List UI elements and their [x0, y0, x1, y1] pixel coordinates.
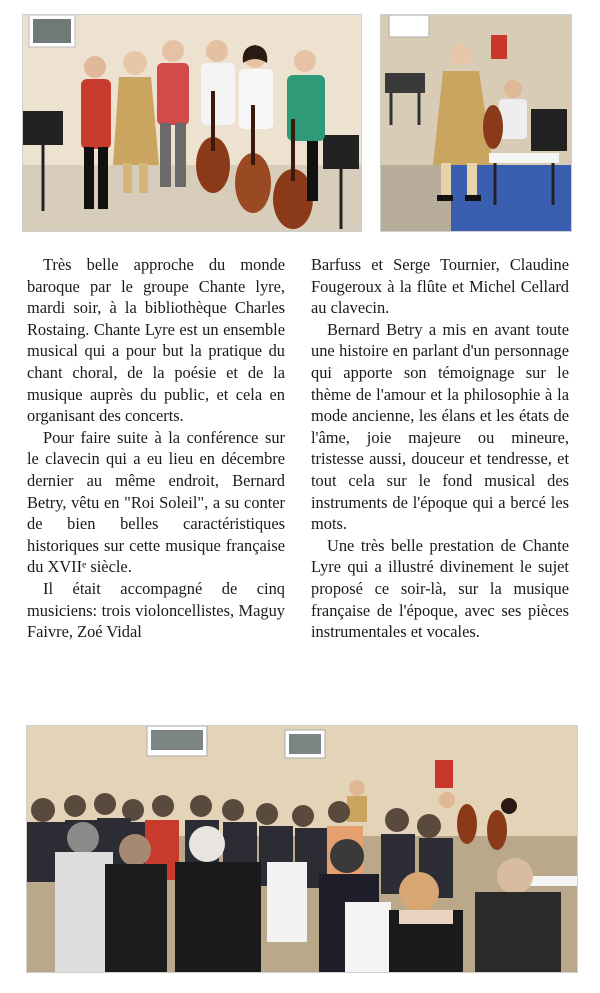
- photo-costume-performer: [380, 14, 572, 232]
- article-paragraph: Pour faire suite à la conférence sur le clavecin qui a eu lieu en décembre dernier au même endroit, Bernard Betry, vêtu en "Roi Soleil", a su conter de bien belles caractéristiques historiques sur cette musique française du XVIIᵉ siècle.: [27, 427, 285, 577]
- costume-photo-illustration: [381, 15, 571, 231]
- article-paragraph-continued: Barfuss et Serge Tournier, Claudine Fougeroux à la flûte et Michel Cellard au clavecin.: [311, 255, 569, 318]
- article-paragraph: Une très belle prestation de Chante Lyre qui a illustré divinement le sujet proposé ce soir-là, sur la musique française de l'époque, avec ses pièces instrumentales et vocales.: [311, 535, 569, 642]
- photo-audience: [26, 725, 578, 973]
- audience-photo-illustration: [27, 726, 577, 972]
- musicians-photo-illustration: [23, 15, 361, 231]
- photo-musicians: [22, 14, 362, 232]
- article-paragraph: Il était accompagné de cinq musiciens: trois violoncellistes, Maguy Faivre, Zoé Vidal: [27, 578, 285, 642]
- article-column-right: [311, 254, 569, 643]
- article-paragraph: Très belle approche du monde baroque par le groupe Chante lyre, mardi soir, à la bibliothèque Charles Rostaing. Chante Lyre est un ensemble musical qui a pour but la pratique du chant choral, de la poésie et de la musique auprès du public, et cela en organisant des concerts.: [27, 255, 285, 426]
- article-column-left: [27, 254, 285, 643]
- article-paragraph: Bernard Betry a mis en avant toute une histoire en parlant d'un personnage qui apporte son témoignage sur le thème de l'amour et la philosophie à la mode ancienne, les élans et les états de l'âme, joie majeure ou mineure, tristesse aussi, douceur et tendresse, et tout cela sur le fond musical des instruments de l'époque qui a bercé les mots.: [311, 319, 569, 534]
